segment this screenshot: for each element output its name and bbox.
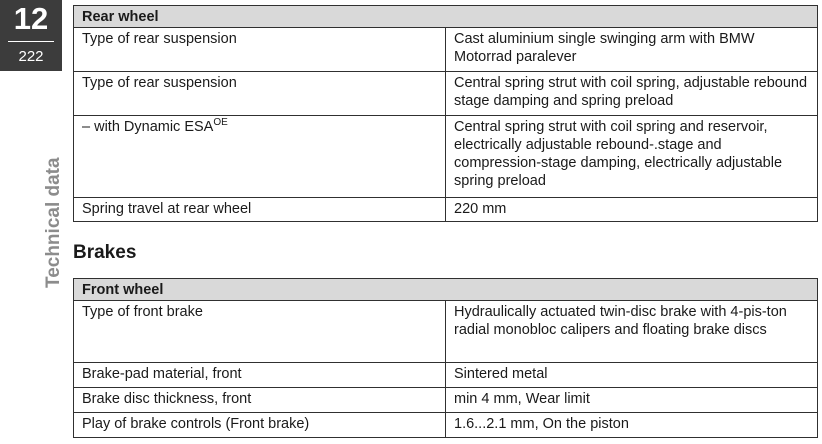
spec-value: 1.6...2.1 mm, On the piston	[446, 413, 818, 438]
page-number: 222	[18, 48, 44, 65]
spec-value: Sintered metal	[446, 363, 818, 388]
spec-value: Central spring strut with coil spring and reservoir, electrically adjustable rebound-.stage and compression-stage damping, electrically adjustable spring preload	[446, 116, 818, 198]
spec-label: Brake-pad material, front	[74, 363, 446, 388]
spec-label: Type of rear suspension	[74, 72, 446, 116]
front-wheel-title: Front wheel	[74, 279, 818, 301]
spec-label: Type of rear suspension	[74, 28, 446, 72]
front-wheel-table	[73, 278, 818, 438]
brakes-heading: Brakes	[73, 242, 137, 263]
table-row	[74, 363, 818, 388]
spec-label: – with Dynamic ESA	[82, 119, 214, 135]
table-row	[74, 116, 818, 198]
spec-label-cell	[74, 116, 446, 198]
spec-label: Type of front brake	[74, 301, 446, 363]
table-row	[74, 28, 818, 72]
spec-value: Hydraulically actuated twin-disc brake with 4-pis-ton radial monobloc calipers and floating brake discs	[446, 301, 818, 363]
table-row	[74, 301, 818, 363]
spec-value: 220 mm	[446, 198, 818, 222]
table-row	[74, 413, 818, 438]
rear-wheel-title: Rear wheel	[74, 6, 818, 28]
table-row	[74, 388, 818, 413]
rear-wheel-table	[73, 5, 818, 222]
spec-value: Cast aluminium single swinging arm with BMW Motorrad paralever	[446, 28, 818, 72]
chapter-tab	[0, 0, 62, 71]
table-header-row	[74, 279, 818, 301]
spec-label: Brake disc thickness, front	[74, 388, 446, 413]
tab-divider	[8, 41, 54, 42]
chapter-number: 12	[13, 1, 49, 36]
spec-label: Spring travel at rear wheel	[74, 198, 446, 222]
table-header-row	[74, 6, 818, 28]
side-title: Technical data	[43, 157, 64, 288]
spec-label: Play of brake controls (Front brake)	[74, 413, 446, 438]
optional-equipment-mark: OE	[213, 117, 228, 128]
spec-value: min 4 mm, Wear limit	[446, 388, 818, 413]
spec-value: Central spring strut with coil spring, adjustable rebound stage damping and spring preload	[446, 72, 818, 116]
table-row	[74, 72, 818, 116]
table-row	[74, 198, 818, 222]
